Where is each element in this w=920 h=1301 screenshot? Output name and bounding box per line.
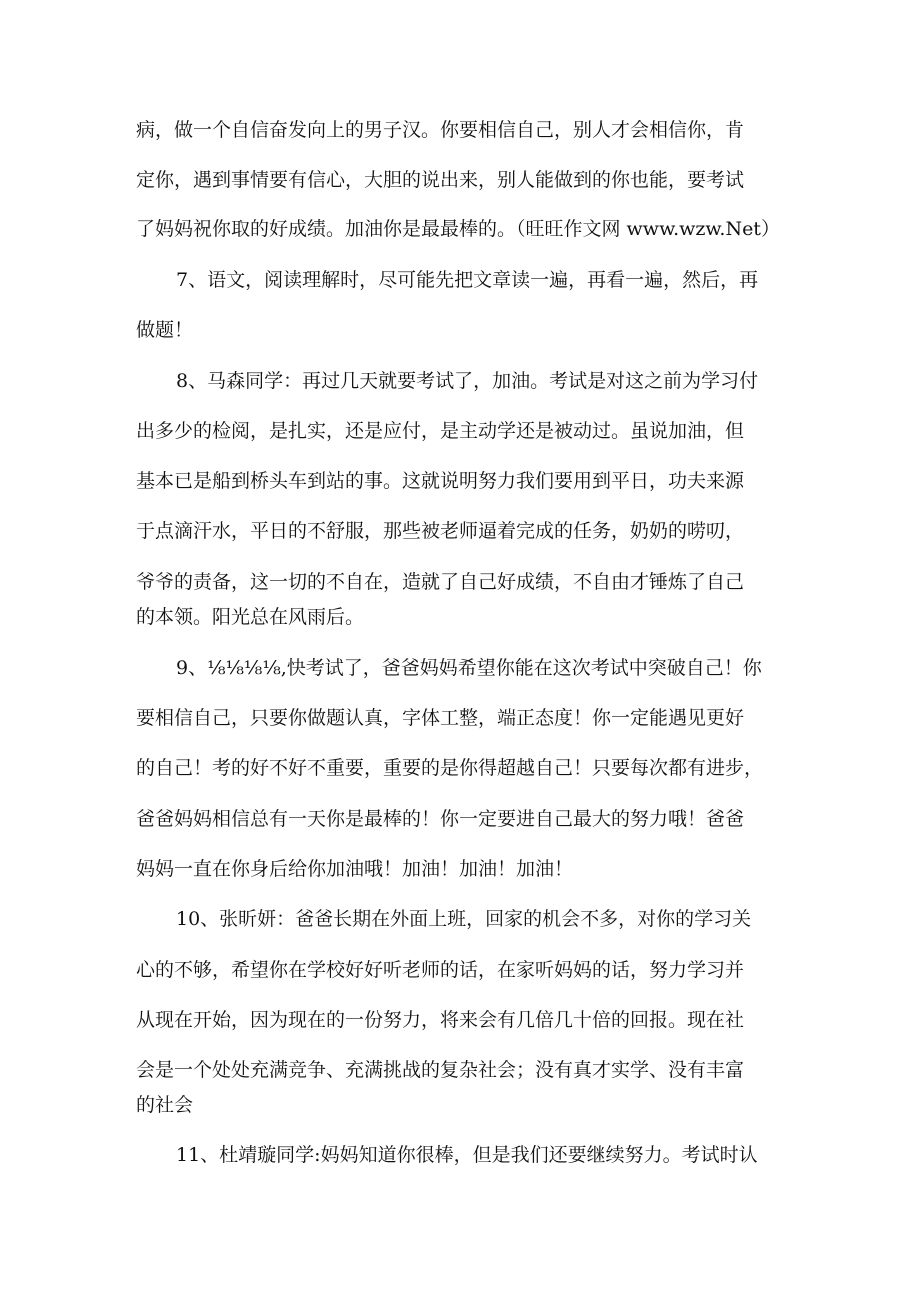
- text-line: 爸爸妈妈相信总有一天你是最棒的！你一定要进自己最大的努力哦！爸爸: [136, 808, 745, 830]
- text-line: 8、马森同学：再过几天就要考试了，加油。考试是对这之前为学习付: [176, 370, 759, 392]
- text-line: 从现在开始，因为现在的一份努力，将来会有几倍几十倍的回报。现在社: [136, 1009, 745, 1031]
- text-line: 会是一个处处充满竞争、充满挑战的复杂社会；没有真才实学、没有丰富: [136, 1059, 745, 1081]
- text-line: 的本领。阳光总在风雨后。: [136, 606, 365, 628]
- text-line: 要相信自己，只要你做题认真，字体工整，端正态度！你一定能遇见更好: [136, 707, 745, 729]
- text-line: 11、杜靖璇同学:妈妈知道你很棒，但是我们还要继续努力。考试时认: [176, 1144, 758, 1166]
- text-line: 出多少的检阅，是扎实，还是应付，是主动学还是被动过。虽说加油，但: [136, 420, 745, 442]
- text-line: 的自己！考的好不好不重要，重要的是你得超越自己！只要每次都有进步，: [136, 757, 764, 779]
- text-line: 基本已是船到桥头车到站的事。这就说明努力我们要用到平日，功夫来源: [136, 470, 745, 492]
- text-line: 病，做一个自信奋发向上的男子汉。你要相信自己，别人才会相信你，肯: [136, 119, 745, 141]
- text-line: 10、张昕妍：爸爸长期在外面上班，回家的机会不多，对你的学习关: [176, 908, 752, 930]
- text-line: 9、⅛⅛⅛⅛,快考试了，爸爸妈妈希望你能在这次考试中突破自己！你: [176, 657, 762, 679]
- text-line: 于点滴汗水，平日的不舒服，那些被老师逼着完成的任务，奶奶的唠叨，: [136, 520, 745, 542]
- text-line: 做题！: [136, 319, 194, 341]
- text-line: 爷爷的责备，这一切的不自在，造就了自己好成绩，不自由才锤炼了自己: [136, 571, 745, 593]
- text-line: 定你，遇到事情要有信心，大胆的说出来，别人能做到的你也能，要考试: [136, 169, 745, 191]
- text-line: 的社会: [136, 1094, 194, 1116]
- text-line: 了妈妈祝你取的好成绩。加油你是最最棒的。（旺旺作文网 www.wzw.Net）: [136, 218, 780, 240]
- text-line: 妈妈一直在你身后给你加油哦！加油！加油！加油！: [136, 858, 574, 880]
- text-line: 心的不够，希望你在学校好好听老师的话，在家听妈妈的话，努力学习并: [136, 959, 745, 981]
- text-line: 7、语文，阅读理解时，尽可能先把文章读一遍，再看一遍，然后，再: [176, 269, 759, 291]
